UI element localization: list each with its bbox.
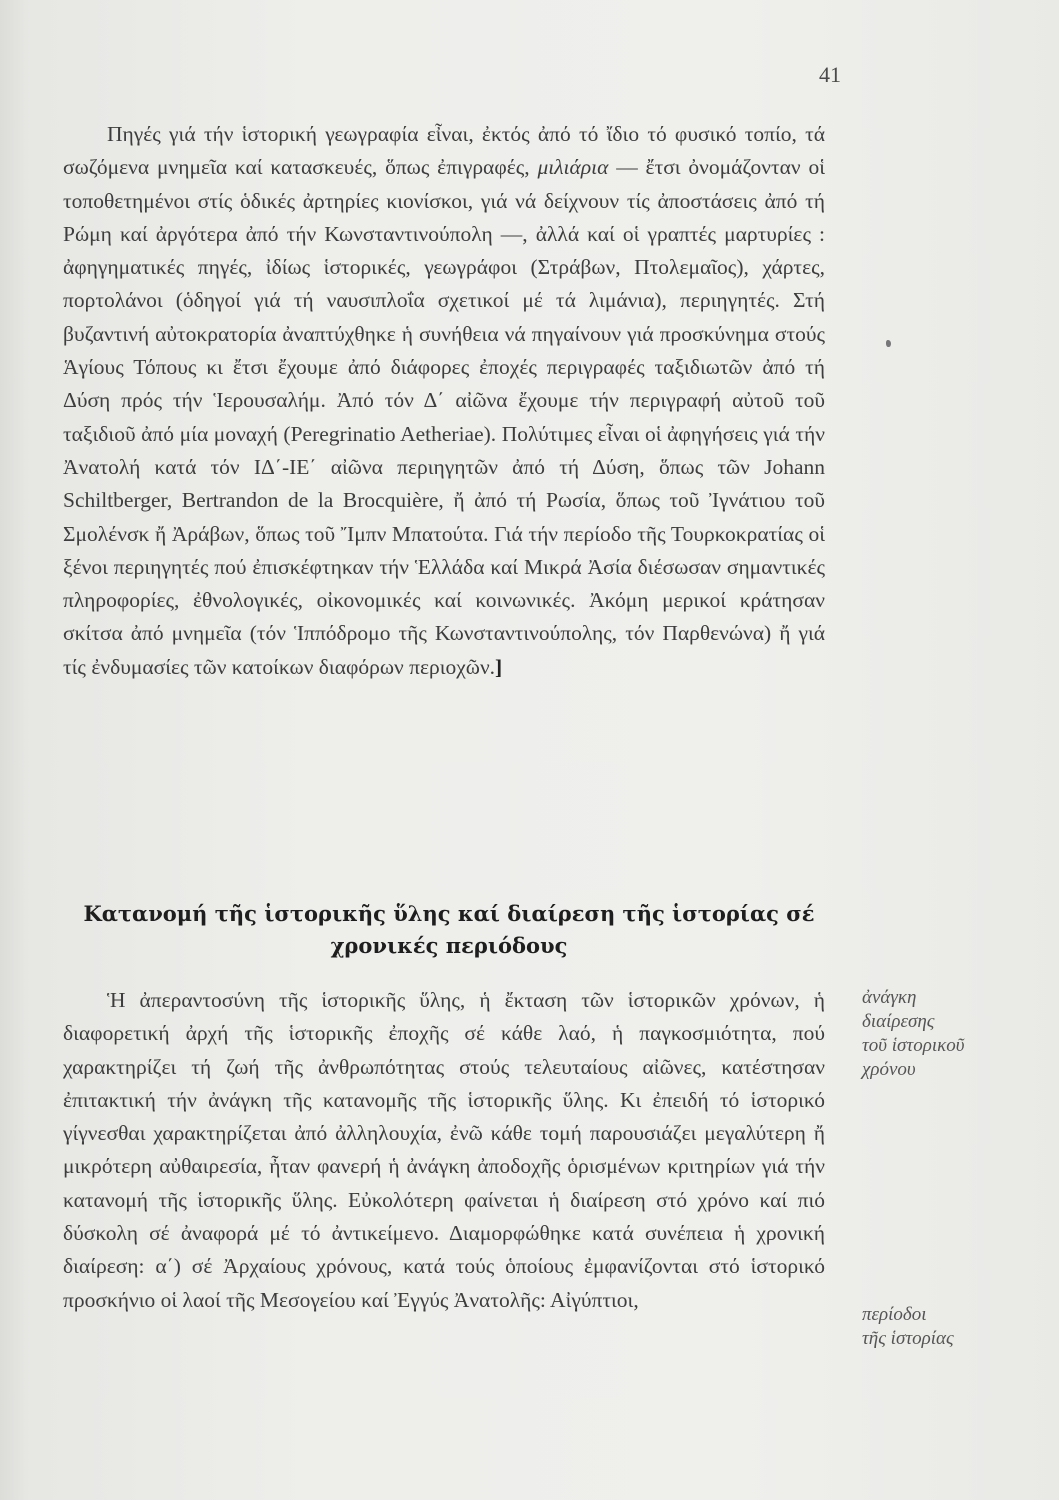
binding-shadow <box>0 0 28 1500</box>
scan-speck <box>886 340 891 347</box>
paragraph-text: Πηγές γιά τήν ἱστορική γεωγραφία εἶναι, ἐκτός ἀπό τό ἴδιο τό φυσικό τοπίο, τά σωζόμενα μνημεῖα καί κατασκευές, ὅπως ἐπιγραφές, <box>63 122 825 180</box>
page-number: 41 <box>819 62 841 87</box>
italic-term: μιλιάρια <box>537 155 609 180</box>
margin-note-line: τῆς ἱστορίας <box>862 1328 954 1349</box>
paragraph-sources <box>63 118 825 684</box>
margin-note-line: ἀνάγκη <box>862 987 917 1008</box>
margin-note-need-division <box>862 986 1022 1082</box>
margin-note-line: χρόνου <box>862 1059 916 1080</box>
closing-bracket: ] <box>495 654 503 679</box>
paragraph-periodization: Ἡ ἀπεραντοσύνη τῆς ἱστορικῆς ὕλης, ἡ ἔκταση τῶν ἱστορικῶν χρόνων, ἡ διαφορετική ἀρχή τῆς ἱστορικῆς ἐποχῆς σέ κάθε λαό, ἡ παγκοσμιότητα, πού χαρακτηρίζει τή ζωή τῆς ἀνθρωπότητας στούς τελευταίους αἰῶνες, κατέστησαν ἐπιτακτική τήν ἀνάγκη τῆς κατανομῆς τῆς ἱστορικῆς ὕλης. Κι ἐπειδή τό ἱστορικό γίγνεσθαι χαρακτηρίζεται ἀπό ἀλληλουχία, ἐνῶ κάθε τομή παρουσιάζει μεγαλύτερη ἤ μικρότερη αὐθαιρεσία, ἦταν φανερή ἡ ἀνάγκη ἀποδοχῆς ὁρισμένων κριτηρίων γιά τήν κατανομή τῆς ἱστορικῆς ὕλης. Εὐκολότερη φαίνεται ἡ διαίρεση στό χρόνο καί πιό δύσκολη σέ ἀναφορά μέ τό ἀντικείμενο. Διαμορφώθηκε κατά συνέπεια ἡ χρονική διαίρεση: α΄) σέ Ἀρχαίους χρόνους, κατά τούς ὁποίους ἐμφανίζονται στό ἱστορικό προσκήνιο οἱ λαοί τῆς Μεσογείου καί Ἐγγύς Ἀνατολῆς: Αἰγύπτιοι, <box>63 988 825 1312</box>
margin-note-periods <box>862 1303 1022 1351</box>
paragraph-text: — ἔτσι ὀνομάζονταν οἱ τοποθετημένοι στίς ὁδικές ἀρτηρίες κιονίσκοι, γιά νά δείχνουν τίς ἀποστάσεις ἀπό τή Ρώμη καί ἀργότερα ἀπό τήν Κωνσταντινούπολη —, ἀλλά καί οἱ γραπτές μαρτυρίες : ἀφηγηματικές πηγές, ἰδίως ἱστορικές, γεωγράφοι (Στράβων, Πτολεμαῖος), χάρτες, πορτολάνοι (ὁδηγοί γιά τή ναυσιπλοΐα σχετικοί μέ τά λιμάνια), περιηγητές. Στή βυζαντινή αὐτοκρατορία ἀναπτύχθηκε ἡ συνήθεια νά πηγαίνουν γιά προσκύνημα στούς Ἁγίους Τόπους κι ἔτσι ἔχουμε ἀπό διάφορες ἐποχές περιγραφές ταξιδιωτῶν ἀπό τή Δύση πρός τήν Ἱερουσαλήμ. Ἀπό τόν Δ΄ αἰῶνα ἔχουμε τήν περιγραφή αὐτοῦ τοῦ ταξιδιοῦ ἀπό μία μοναχή (Peregrinatio Aetheriae). Πολύτιμες εἶναι οἱ ἀφηγήσεις γιά τήν Ἀνατολή κατά τόν ΙΔ΄-ΙΕ΄ αἰῶνα περιηγητῶν ἀπό τή Δύση, ὅπως τῶν Johann Schiltberger, Bertrandon de la Brocquière, ἤ ἀπό τή Ρωσία, ὅπως τοῦ Ἰγνάτιου τοῦ Σμολένσκ ἤ Ἀράβων, ὅπως τοῦ Ἴμπν Μπατούτα. Γιά τήν περίοδο τῆς Τουρκοκρατίας οἱ ξένοι περιηγητές πού ἐπισκέφτηκαν τήν Ἑλλάδα καί Μικρά Ἀσία διέσωσαν σημαντικές πληροφορίες, ἐθνολογικές, οἰκονομικές καί κοινωνικές. Ἀκόμη μερικοί κράτησαν σκίτσα ἀπό μνημεῖα (τόν Ἱππόδρομο τῆς Κωνσταντινούπολης, τόν Παρθενώνα) ἤ γιά τίς ἐνδυμασίες τῶν κατοίκων διαφόρων περιοχῶν. <box>63 155 825 679</box>
margin-note-line: διαίρεσης <box>862 1011 935 1032</box>
margin-note-line: τοῦ ἱστορικοῦ <box>862 1035 965 1056</box>
margin-note-line: περίοδοι <box>862 1304 927 1325</box>
section-heading: Κατανομή τῆς ἱστορικῆς ὕλης καί διαίρεση τῆς ἱστορίας σέ χρονικές περιόδους <box>83 901 815 958</box>
